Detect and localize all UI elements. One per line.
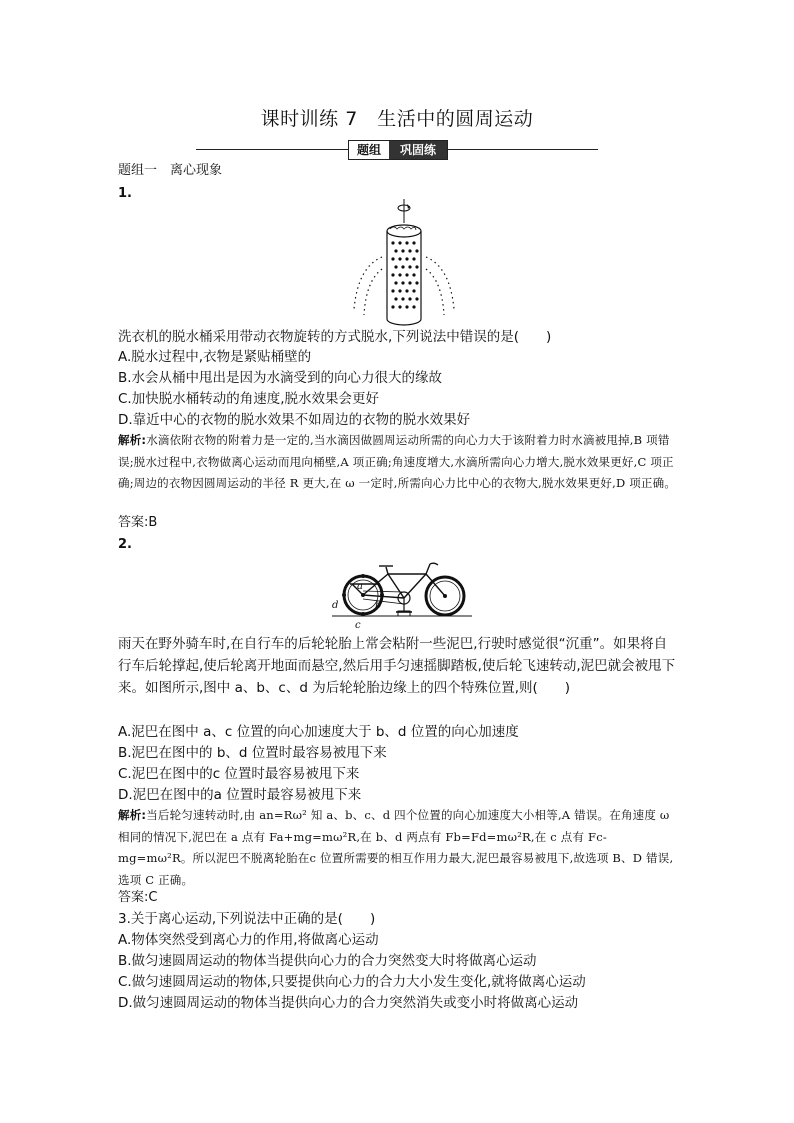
banner-tag [348, 140, 448, 160]
q2-stem: 雨天在野外骑车时,在自行车的后轮轮胎上常会粘附一些泥巴,行驶时感觉很“沉重”。如果将自行车后轮撑起,使后轮离开地面而悬空,然后用手匀速摇脚踏板,使后轮飞速转动,泥巴就会被甩下来。如图所示,图中 a、b、c、d 为后轮轮胎边缘上的四个特殊位置,则( ) [118, 636, 676, 696]
q3-option-a: A.物体突然受到离心力的作用,将做离心运动 [118, 932, 379, 948]
q1-option-b: B.水会从桶中甩出是因为水滴受到的向心力很大的缘故 [118, 370, 443, 386]
point-label-a: a [357, 581, 363, 592]
q1-option-d: D.靠近中心的衣物的脱水效果不如周边的衣物的脱水效果好 [118, 412, 471, 428]
q1-number: 1. [118, 186, 132, 201]
q2-option-c: C.泥巴在图中的c 位置时最容易被甩下来 [118, 766, 360, 782]
bicycle-figure [326, 556, 476, 632]
point-label-d: d [332, 600, 339, 611]
section-banner [196, 140, 598, 160]
q3-stem: 3.关于离心运动,下列说法中正确的是( ) [118, 911, 376, 927]
banner-tag-left: 题组 [349, 141, 389, 159]
q2-option-a: A.泥巴在图中 a、c 位置的向心加速度大于 b、d 位置的向心加速度 [118, 724, 519, 740]
q1-answer: 答案:B [118, 515, 158, 530]
q2-explanation-label: 解析: [118, 808, 147, 822]
q1-explanation-text: 水滴依附衣物的附着力是一定的,当水滴因做圆周运动所需的向心力大于该附着力时水滴被甩掉,B 项错误;脱水过程中,衣物做离心运动而甩向桶壁,A 项正确;角速度增大,水滴所需向心力增大,脱水效果更好,C 项正确;周边的衣物因圆周运动的半径 R 更大,在 ω 一定时,所需向心力比中心的衣物大,脱水效果更好,D 项正确。 [118, 433, 677, 490]
q1-stem: 洗衣机的脱水桶采用带动衣物旋转的方式脱水,下列说法中错误的是( ) [118, 329, 552, 345]
q3-option-b: B.做匀速圆周运动的物体当提供向心力的合力突然变大时将做离心运动 [118, 953, 537, 969]
q3-option-d: D.做匀速圆周运动的物体当提供向心力的合力突然消失或变小时将做离心运动 [118, 995, 579, 1011]
q3-option-c: C.做匀速圆周运动的物体,只要提供向心力的合力大小发生变化,就将做离心运动 [118, 974, 586, 990]
q1-explanation-label: 解析: [118, 433, 147, 447]
q2-explanation [118, 805, 678, 891]
q2-option-b: B.泥巴在图中的 b、d 位置时最容易被甩下来 [118, 745, 387, 761]
q1-option-c: C.加快脱水桶转动的角速度,脱水效果会更好 [118, 391, 380, 407]
point-label-b: b [375, 600, 382, 611]
banner-rule-right [446, 149, 598, 150]
page-title: 课时训练 7 生活中的圆周运动 [260, 108, 534, 130]
spin-dryer-figure [344, 197, 464, 329]
group-heading: 题组一 离心现象 [118, 163, 223, 178]
point-label-c: c [355, 620, 361, 631]
q1-option-a: A.脱水过程中,衣物是紧贴桶壁的 [118, 349, 312, 365]
banner-tag-right: 巩固练 [389, 141, 447, 159]
banner-rule-left [196, 149, 348, 150]
q2-answer: 答案:C [118, 890, 158, 905]
q2-number: 2. [118, 537, 132, 552]
q2-option-d: D.泥巴在图中的a 位置时最容易被甩下来 [118, 787, 362, 803]
q1-explanation [118, 430, 678, 495]
q2-explanation-text: 当后轮匀速转动时,由 an=Rω² 知 a、b、c、d 四个位置的向心加速度大小相等,A 错误。在角速度 ω 相同的情况下,泥巴在 a 点有 Fa+mg=mω²R,在 b、d 两点有 Fb=Fd=mω²R,在 c 点有 Fc-mg=mω²R。所以泥巴不脱离轮胎在c 位置所需要的相互作用力最大,泥巴最容易被甩下,故选项 B、D 错误,选项 C 正确。 [118, 808, 674, 887]
